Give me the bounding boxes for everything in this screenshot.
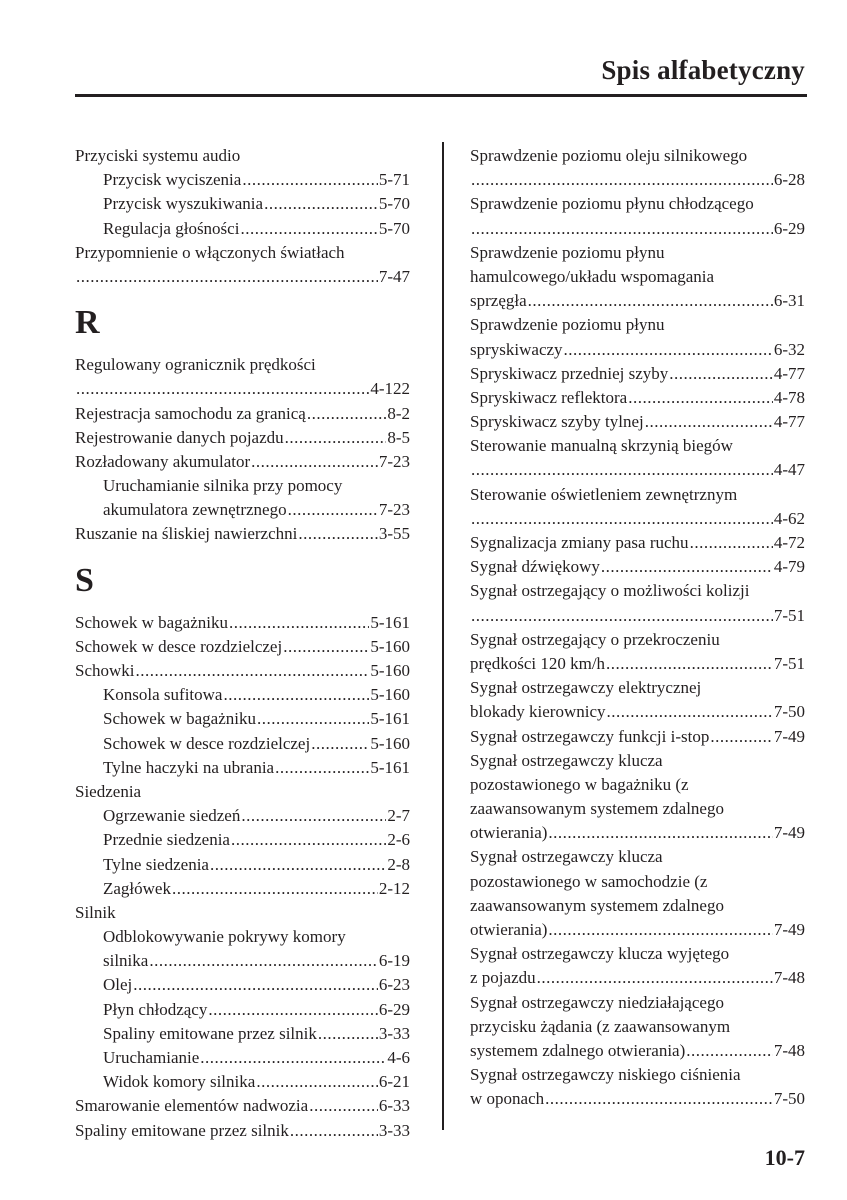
page-ref: 5-161	[370, 612, 410, 632]
page-ref: 5-160	[370, 685, 410, 705]
page-ref: 2-8	[387, 854, 410, 874]
page-ref: 5-160	[370, 661, 410, 680]
page-ref: 7-48	[773, 968, 805, 988]
index-entry: Spryskiwacz reflektora ..... 4-78	[470, 386, 805, 410]
page-ref: 7-50	[773, 1089, 805, 1109]
index-heading: Sygnał ostrzegawczy niskiego ciśnienia	[470, 1065, 741, 1085]
index-entry: silnika ..... 6-19	[75, 949, 410, 973]
index-entry: Przycisk wyciszenia ..... 5-71	[75, 168, 410, 192]
index-entry: Spryskiwacz szyby tylnej ..... 4-77	[470, 410, 805, 434]
page-ref: 6-29	[773, 218, 805, 238]
index-entry-leader	[470, 458, 805, 482]
index-entry: w oponach ..... 7-50	[470, 1087, 805, 1111]
index-entry: Płyn chłodzący ..... 6-29	[75, 998, 410, 1022]
index-entry: Ruszanie na śliskiej nawierzchni ..... 3-55	[75, 522, 410, 546]
index-entry-leader	[470, 168, 805, 192]
index-entry: Spryskiwacz przedniej szyby ..... 4-77	[470, 362, 805, 386]
index-entry: Spaliny emitowane przez silnik ..... 3-33	[75, 1119, 410, 1143]
page-ref: 4-79	[773, 557, 805, 577]
index-heading: pozostawionego w bagażniku (z	[470, 774, 689, 794]
page-ref: 6-19	[378, 951, 410, 971]
index-heading: przycisku żądania (z zaawansowanym	[470, 1016, 731, 1036]
index-entry: otwierania) ..... 7-49	[470, 918, 805, 942]
page-ref: 4-77	[773, 363, 805, 383]
page-title: Spis alfabetyczny	[601, 55, 805, 85]
page-ref: 3-33	[378, 1023, 410, 1043]
index-column-left	[75, 144, 410, 1143]
index-heading: Sterowanie oświetleniem zewnętrznym	[470, 484, 738, 504]
section-letter-s: S	[75, 561, 94, 599]
page-ref: 7-49	[773, 726, 805, 746]
page-ref: 5-160	[370, 733, 410, 753]
index-heading: Sygnał ostrzegający o przekroczeniu	[470, 629, 720, 649]
page-ref: 6-29	[378, 999, 410, 1019]
index-entry: Tylne siedzenia ..... 2-8	[75, 853, 410, 877]
page-ref: 4-62	[773, 508, 805, 528]
index-entry: spryskiwaczy ..... 6-32	[470, 338, 805, 362]
index-entry: Tylne haczyki na ubrania ..... 5-161	[75, 756, 410, 780]
index-entry: Sygnalizacja zmiany pasa ruchu ..... 4-72	[470, 531, 805, 555]
index-heading: Sygnał ostrzegawczy klucza	[470, 750, 663, 770]
index-heading: Sygnał ostrzegający o możliwości kolizji	[470, 581, 750, 601]
index-entry: Rejestracja samochodu za granicą ..... 8-2	[75, 402, 410, 426]
page-ref: 5-70	[378, 218, 410, 238]
index-entry: otwierania) ..... 7-49	[470, 821, 805, 845]
page-ref: 2-6	[387, 830, 410, 850]
index-entry: Schowek w desce rozdzielczej ..... 5-160	[75, 732, 410, 756]
page-ref: 4-122	[370, 379, 410, 399]
index-heading: Silnik	[75, 902, 116, 922]
index-heading: Sprawdzenie poziomu płynu	[470, 242, 665, 262]
page-ref: 4-72	[773, 533, 805, 552]
index-entry: Regulacja głośności ..... 5-70	[75, 217, 410, 241]
page-number: 10-7	[764, 1145, 805, 1170]
index-entry: Przycisk wyszukiwania ..... 5-70	[75, 192, 410, 216]
index-entry: Uruchamianie ..... 4-6	[75, 1046, 410, 1070]
index-heading: Sygnał ostrzegawczy klucza wyjętego	[470, 944, 730, 964]
index-entry: Schowek w bagażniku ..... 5-161	[75, 611, 410, 635]
index-heading: Przypomnienie o włączonych światłach	[75, 242, 345, 262]
index-entry: Przednie siedzenia ..... 2-6	[75, 828, 410, 852]
page-ref: 7-49	[773, 823, 805, 843]
index-heading: Sygnał ostrzegawczy niedziałającego	[470, 992, 724, 1012]
page-ref: 7-23	[378, 500, 410, 520]
index-heading: zaawansowanym systemem zdalnego	[470, 799, 724, 819]
page-ref: 7-48	[773, 1040, 805, 1060]
index-heading: Sprawdzenie poziomu oleju silnikowego	[470, 146, 748, 165]
page-ref: 7-50	[773, 702, 805, 722]
index-heading: zaawansowanym systemem zdalnego	[470, 895, 724, 915]
index-entry: systemem zdalnego otwierania) ..... 7-48	[470, 1039, 805, 1063]
index-entry: Smarowanie elementów nadwozia ..... 6-33	[75, 1094, 410, 1118]
index-heading: Sygnał ostrzegawczy elektrycznej	[470, 678, 702, 698]
page-ref: 5-160	[370, 636, 410, 656]
index-heading: Regulowany ogranicznik prędkości	[75, 355, 316, 375]
page-ref: 6-28	[773, 170, 805, 190]
index-heading: Sprawdzenie poziomu płynu	[470, 315, 665, 335]
index-entry-leader	[470, 507, 805, 531]
page-ref: 3-55	[378, 524, 410, 544]
index-entry: Ogrzewanie siedzeń ..... 2-7	[75, 804, 410, 828]
index-entry: Rozładowany akumulator ..... 7-23	[75, 450, 410, 474]
page-ref: 6-23	[378, 975, 410, 995]
index-entry-leader	[75, 265, 410, 289]
page-ref: 7-47	[378, 266, 410, 286]
index-entry: prędkości 120 km/h ..... 7-51	[470, 652, 805, 676]
index-entry: Sygnał dźwiękowy ..... 4-79	[470, 555, 805, 579]
index-heading: Sygnał ostrzegawczy klucza	[470, 847, 663, 867]
index-entry: Olej ..... 6-23	[75, 973, 410, 997]
page-ref: 8-2	[387, 403, 410, 423]
index-entry: sprzęgła ..... 6-31	[470, 289, 805, 313]
index-entry: Schowek w bagażniku ..... 5-161	[75, 707, 410, 731]
page-ref: 2-12	[378, 878, 410, 898]
index-entry: Konsola sufitowa ..... 5-160	[75, 683, 410, 707]
column-divider	[442, 142, 444, 1130]
page-ref: 7-51	[773, 653, 805, 673]
index-entry-leader	[470, 217, 805, 241]
page-ref: 4-47	[773, 460, 805, 480]
page-ref: 5-161	[370, 757, 410, 777]
page-ref: 7-49	[773, 920, 805, 939]
page-ref: 5-71	[378, 170, 410, 190]
page-ref: 8-5	[387, 427, 410, 447]
index-entry-leader	[75, 377, 410, 401]
index-subheading: Uruchamianie silnika przy pomocy	[103, 476, 343, 496]
index-entry: z pojazdu ..... 7-48	[470, 966, 805, 990]
page-ref: 4-78	[773, 387, 805, 407]
index-heading: Sprawdzenie poziomu płynu chłodzącego	[470, 194, 754, 214]
page-ref: 6-32	[773, 339, 805, 359]
index-heading: hamulcowego/układu wspomagania	[470, 266, 715, 286]
section-letter-r: R	[75, 304, 100, 342]
index-entry: blokady kierownicy ..... 7-50	[470, 700, 805, 724]
index-heading: Przyciski systemu audio	[75, 146, 241, 165]
index-entry: Zagłówek ..... 2-12	[75, 877, 410, 901]
index-column-right	[470, 144, 805, 1112]
page-ref: 7-23	[378, 451, 410, 471]
index-entry: Schowek w desce rozdzielczej ..... 5-160	[75, 635, 410, 659]
page-ref: 7-51	[773, 605, 805, 625]
index-entry: Widok komory silnika ..... 6-21	[75, 1070, 410, 1094]
index-entry: Spaliny emitowane przez silnik ..... 3-33	[75, 1022, 410, 1046]
page-ref: 4-6	[387, 1048, 410, 1067]
page-ref: 3-33	[378, 1120, 410, 1140]
index-entry-leader	[470, 604, 805, 628]
index-subheading: Odblokowywanie pokrywy komory	[103, 927, 346, 947]
page-ref: 6-33	[378, 1096, 410, 1116]
index-heading: Sterowanie manualną skrzynią biegów	[470, 436, 733, 456]
index-entry: Schowki ..... 5-160	[75, 659, 410, 683]
page-ref: 2-7	[387, 806, 410, 826]
header-rule	[75, 94, 807, 97]
index-heading: Siedzenia	[75, 781, 142, 801]
page-ref: 5-161	[370, 709, 410, 729]
index-entry: akumulatora zewnętrznego ..... 7-23	[75, 498, 410, 522]
index-entry: Rejestrowanie danych pojazdu ..... 8-5	[75, 426, 410, 450]
index-heading: pozostawionego w samochodzie (z	[470, 871, 708, 891]
page-ref: 5-70	[378, 194, 410, 214]
page-ref: 6-21	[378, 1072, 410, 1092]
page-ref: 6-31	[773, 291, 805, 311]
page-ref: 4-77	[773, 412, 805, 432]
index-entry: Sygnał ostrzegawczy funkcji i-stop ..... 7-49	[470, 725, 805, 749]
